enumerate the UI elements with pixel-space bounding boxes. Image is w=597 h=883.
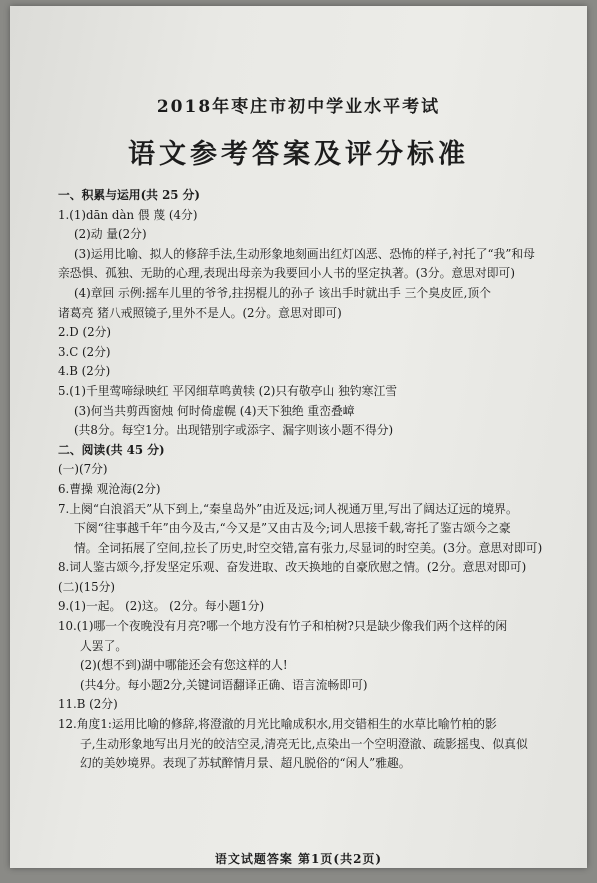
answer-line: (共4分。每小题2分,关键词语翻译正确、语言流畅即可) (80, 677, 368, 692)
answer-line: (2)(想不到)湖中哪能还会有您这样的人! (80, 658, 288, 673)
answer-line: 4.B (2分) (58, 364, 111, 379)
answer-content (58, 186, 567, 774)
answer-line: 9.(1)一起。 (2)这。 (2分。每小题1分) (58, 599, 265, 614)
exam-page (10, 6, 587, 868)
answer-line: 人罢了。 (80, 638, 128, 653)
answer-line: 幻的美妙境界。表现了苏轼醉情月景、超凡脱俗的“闲人”雅趣。 (80, 756, 411, 771)
answer-line: 3.C (2分) (58, 344, 111, 359)
answer-line: 5.(1)千里莺啼绿映红 平冈细草鸣黄犊 (2)只有敬亭山 独钓寒江雪 (58, 383, 398, 398)
answer-line: (3)运用比喻、拟人的修辞手法,生动形象地刻画出红灯凶恶、恐怖的样子,衬托了“我”和母 (74, 246, 535, 261)
answer-line: (4)章回 示例:摇车儿里的爷爷,拄拐棍儿的孙子 该出手时就出手 三个臭皮匠,顶个 (74, 285, 491, 300)
answer-line: (3)何当共剪西窗烛 何时倚虚幌 (4)天下独绝 重峦叠嶂 (74, 403, 355, 418)
answer-line: 6.曹操 观沧海(2分) (58, 481, 161, 496)
answer-line: 12.角度1:运用比喻的修辞,将澄澈的月光比喻成积水,用交错相生的水草比喻竹柏的影 (58, 717, 497, 732)
page-footer: 语文试题答案 第1页(共2页) (214, 852, 383, 866)
answer-line: 亲恐惧、孤独、无助的心理,表现出母亲为我要回小人书的坚定执著。(3分。意思对即可) (58, 266, 515, 281)
document-title: 语文参考答案及评分标准 (128, 139, 469, 170)
answer-line: 情。全词拓展了空间,拉长了历史,时空交错,富有张力,尽显词的时空美。(3分。意思对即可) (74, 540, 543, 555)
answer-line: (二)(15分) (58, 579, 116, 594)
answer-line: 下阕“往事越千年”由今及古,“今又是”又由古及今;词人思接千载,寄托了鉴古颂今之豪 (74, 521, 511, 536)
answer-line: (2)动 量(2分) (74, 227, 147, 242)
answer-line: 7.上阕“白浪滔天”从下到上,“秦皇岛外”由近及远;词人视通万里,写出了阔达辽远的境界。 (58, 501, 518, 516)
answer-line: 1.(1)dān dàn 偎 蔑 (4分) (58, 207, 198, 222)
answer-line: 11.B (2分) (58, 697, 118, 712)
section-heading: 一、积累与运用(共 25 分) (58, 188, 200, 202)
answer-line: 子,生动形象地写出月光的皎洁空灵,清亮无比,点染出一个空明澄澈、疏影摇曳、似真似 (80, 736, 528, 751)
answer-line: 10.(1)哪一个夜晚没有月亮?哪一个地方没有竹子和柏树?只是缺少像我们两个这样的闲 (58, 619, 508, 634)
answer-line: 诸葛亮 猪八戒照镜子,里外不是人。(2分。意思对即可) (58, 305, 342, 320)
exam-title: 2018年枣庄市初中学业水平考试 (156, 97, 441, 117)
answer-line: 8.词人鉴古颂今,抒发坚定乐观、奋发进取、改天换地的自豪欣慰之情。(2分。意思对即可) (58, 560, 527, 575)
section-heading: 二、阅读(共 45 分) (58, 442, 165, 457)
answer-line: 2.D (2分) (58, 325, 111, 340)
answer-line: (一)(7分) (58, 462, 108, 477)
answer-line: (共8分。每空1分。出现错别字或添字、漏字则该小题不得分) (74, 423, 394, 438)
